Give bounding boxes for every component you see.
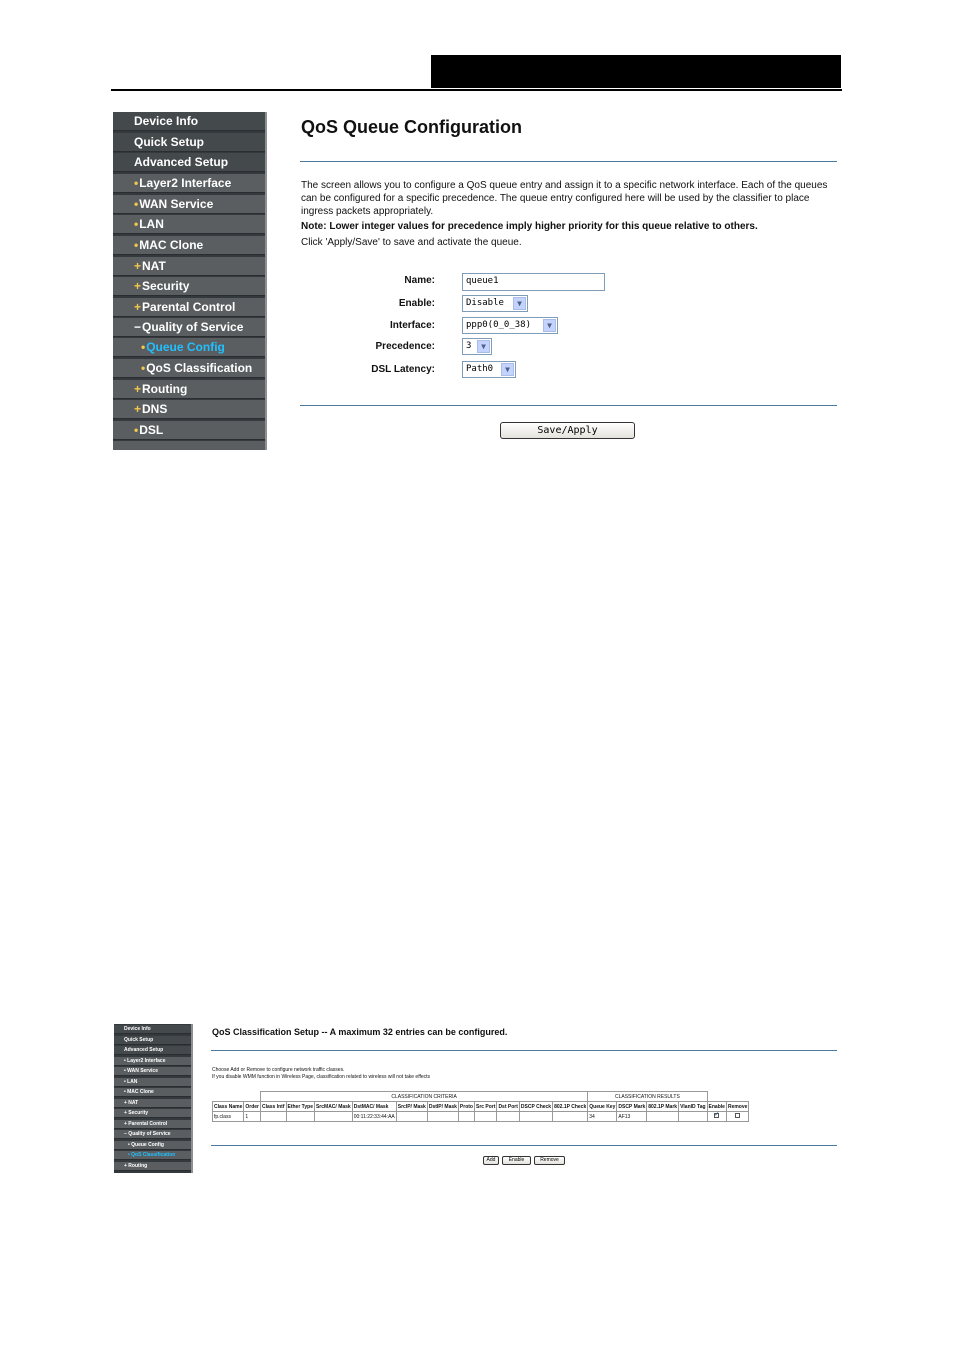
- sidebar-item-label: MAC Clone: [139, 238, 204, 252]
- bullet-icon: •: [134, 238, 139, 252]
- column-header-enable: Enable: [708, 1103, 725, 1110]
- cell-order: 1: [244, 1112, 261, 1122]
- sidebar-item-label: Parental Control: [142, 299, 236, 314]
- sidebar-item-label: NAT: [142, 258, 166, 273]
- top-divider: [211, 1050, 837, 1051]
- sidebar-item-queue-config[interactable]: [113, 338, 265, 357]
- cell-queue-key: 34: [588, 1112, 617, 1122]
- cell-dscp-mark: AF13: [617, 1112, 647, 1122]
- table-header-row: [213, 1102, 749, 1112]
- bullet-icon: •: [141, 360, 146, 375]
- precedence-note: Note: Lower integer values for precedence imply higher priority for this queue relative to others.: [301, 221, 758, 232]
- column-header-dst-port: Dst Port: [498, 1103, 518, 1110]
- dsl-latency-select-value: Path0: [466, 364, 494, 374]
- sidebar-item-wan-service[interactable]: • WAN Service: [114, 1067, 191, 1076]
- sidebar-item-layer2-interface[interactable]: [113, 174, 265, 193]
- column-header-802-1p-mark: 802.1P Mark: [648, 1103, 678, 1110]
- cell-dstmac: 00:11:22:33:44:AA: [353, 1113, 395, 1120]
- enable-select[interactable]: [462, 295, 528, 312]
- sidebar-item-quality-of-service[interactable]: − Quality of Service: [114, 1130, 191, 1139]
- sidebar-item-label: DSL: [139, 422, 164, 437]
- sidebar-item-parental-control[interactable]: [113, 298, 265, 317]
- page-title: QoS Queue Configuration: [301, 117, 522, 137]
- dsl-latency-select[interactable]: [462, 361, 516, 378]
- remove-button[interactable]: Remove: [534, 1156, 565, 1165]
- save-apply-button[interactable]: Save/Apply: [500, 422, 635, 439]
- column-header-dscp-check: DSCP Check: [520, 1103, 552, 1110]
- sidebar-item-dns[interactable]: [113, 400, 265, 419]
- sidebar-item-routing[interactable]: [113, 380, 265, 399]
- add-button[interactable]: Add: [483, 1156, 499, 1165]
- sidebar-item-queue-config[interactable]: • Queue Config: [114, 1141, 191, 1150]
- sidebar-item-security[interactable]: + Security: [114, 1109, 191, 1118]
- main-panel: [267, 112, 841, 450]
- cell-empty: [427, 1112, 458, 1122]
- bullet-icon: +: [134, 258, 142, 273]
- sidebar-item-qos-classification[interactable]: • QoS Classification: [114, 1151, 191, 1160]
- classification-panel: [193, 1024, 841, 1173]
- sidebar-item-layer2-interface[interactable]: • Layer2 Interface: [114, 1057, 191, 1066]
- sidebar-item-lan[interactable]: • LAN: [114, 1078, 191, 1087]
- column-header-802-1p-check: 802.1P Check: [554, 1103, 587, 1110]
- cell-remove: [726, 1112, 748, 1122]
- column-header-srcip-mask: SrcIP/ Mask: [397, 1103, 426, 1110]
- sidebar-item-device-info[interactable]: Device Info: [114, 1025, 191, 1034]
- enable-select-value: Disable: [466, 298, 504, 308]
- cell-empty: [519, 1112, 552, 1122]
- sidebar-item-advanced-setup[interactable]: Advanced Setup: [114, 1046, 191, 1055]
- column-header-srcmac-mask: SrcMAC/ Mask: [315, 1103, 351, 1110]
- classification-table: [212, 1091, 749, 1122]
- header-rule: [111, 89, 842, 91]
- sidebar-item-parental-control[interactable]: + Parental Control: [114, 1120, 191, 1129]
- sidebar-item-mac-clone[interactable]: [113, 236, 265, 255]
- cell-empty: [260, 1112, 286, 1122]
- name-input[interactable]: queue1: [462, 273, 605, 291]
- sidebar-item-label: Security: [142, 279, 190, 293]
- sidebar-item-label: Queue Config: [146, 340, 225, 354]
- column-header-queue-key: Queue Key: [589, 1103, 616, 1110]
- bullet-icon: •: [134, 196, 139, 211]
- table-row: [213, 1112, 749, 1122]
- criteria-group-header: CLASSIFICATION CRITERIA: [260, 1092, 587, 1102]
- enable-checkbox[interactable]: [714, 1113, 719, 1118]
- enable-label: Enable:: [398, 298, 435, 309]
- sidebar-item-quick-setup[interactable]: [113, 133, 265, 152]
- interface-select-value: ppp0(0_0_38): [466, 320, 532, 330]
- sidebar-item-label: Routing: [142, 381, 188, 396]
- sidebar-item-mac-clone[interactable]: • MAC Clone: [114, 1088, 191, 1097]
- header-black-bar: [431, 55, 841, 88]
- classification-desc-2: If you disable WMM function in Wireless Page, classification related to wireless will not take effects: [212, 1074, 431, 1080]
- sidebar-item-device-info[interactable]: [113, 112, 265, 131]
- classification-title: QoS Classification Setup -- A maximum 32 entries can be configured.: [212, 1027, 508, 1037]
- sidebar-item-dsl[interactable]: [113, 421, 265, 440]
- sidebar-item-lan[interactable]: [113, 215, 265, 234]
- bullet-icon: +: [134, 381, 142, 396]
- column-header-ether-type: Ether Type: [287, 1103, 313, 1110]
- dsl-latency-label: DSL Latency:: [371, 364, 435, 375]
- chevron-down-icon[interactable]: ▼: [543, 319, 556, 332]
- column-header-dstip-mask: DstIP/ Mask: [428, 1103, 457, 1110]
- sidebar-item-partial[interactable]: [113, 441, 265, 450]
- column-header-src-port: Src Port: [475, 1103, 496, 1110]
- sidebar-item-label: WAN Service: [139, 196, 214, 211]
- chevron-down-icon[interactable]: ▼: [513, 297, 526, 310]
- bottom-divider: [300, 405, 837, 406]
- sidebar-item-advanced-setup[interactable]: [113, 153, 265, 172]
- bullet-icon: •: [134, 422, 139, 437]
- bullet-icon: •: [134, 176, 139, 190]
- sidebar-item-quality-of-service[interactable]: [113, 318, 265, 337]
- sidebar-item-wan-service[interactable]: [113, 195, 265, 214]
- classification-desc-1: Choose Add or Remove to configure network traffic classes.: [212, 1067, 345, 1073]
- cell-empty: [679, 1112, 707, 1122]
- sidebar-item-nat[interactable]: [113, 257, 265, 276]
- column-header-remove: Remove: [727, 1103, 748, 1110]
- sidebar-nav-small: [114, 1024, 193, 1173]
- sidebar-item-routing[interactable]: + Routing: [114, 1162, 191, 1171]
- sidebar-item-label: Advanced Setup: [134, 155, 229, 169]
- enable-button[interactable]: Enable: [502, 1156, 531, 1165]
- sidebar-item-label: Quality of Service: [142, 320, 244, 334]
- sidebar-item-label: LAN: [139, 217, 164, 231]
- results-group-header: CLASSIFICATION RESULTS: [588, 1092, 707, 1102]
- sidebar-item-security[interactable]: [113, 277, 265, 296]
- sidebar-nav: [113, 112, 267, 450]
- sidebar-item-qos-classification[interactable]: [113, 359, 265, 378]
- interface-select[interactable]: [462, 317, 558, 334]
- precedence-select-value: 3: [466, 341, 472, 351]
- column-header-dstmac-mask: DstMAC/ Mask: [352, 1102, 396, 1112]
- bottom-divider: [211, 1145, 837, 1146]
- sidebar-item-label: Device Info: [134, 114, 199, 128]
- interface-label: Interface:: [389, 320, 435, 331]
- cell-empty: [286, 1112, 314, 1122]
- qos-queue-config-screenshot: [113, 112, 841, 450]
- column-header-dscp-mark: DSCP Mark: [618, 1103, 646, 1110]
- sidebar-item-label: Layer2 Interface: [139, 176, 232, 190]
- page-description: The screen allows you to configure a QoS queue entry and assign it to a specific network interface. Each of the queues can be configured for a specific precedence. The queue entry configured here will be used by the classifier to place ingress packets appropriately.: [301, 180, 828, 217]
- cell-empty: [396, 1112, 427, 1122]
- precedence-select[interactable]: [462, 338, 492, 355]
- cell-empty: [314, 1112, 352, 1122]
- precedence-label: Precedence:: [375, 341, 435, 352]
- column-header-vlanid-tag: VlanID Tag: [680, 1103, 706, 1110]
- apply-instruction: Click 'Apply/Save' to save and activate the queue.: [301, 237, 522, 248]
- bullet-icon: +: [134, 279, 142, 293]
- remove-checkbox[interactable]: [735, 1113, 740, 1118]
- column-header-class-name: Class Name: [214, 1103, 243, 1110]
- sidebar-item-label: Quick Setup: [134, 134, 205, 149]
- column-header-class-intf: Class Intf: [261, 1103, 285, 1110]
- sidebar-item-label: QoS Classification: [146, 360, 253, 375]
- sidebar-item-quick-setup[interactable]: Quick Setup: [114, 1036, 191, 1045]
- sidebar-item-label: DNS: [142, 402, 168, 416]
- cell-empty: [647, 1112, 679, 1122]
- cell-empty: [474, 1112, 496, 1122]
- cell-empty: [458, 1112, 474, 1122]
- column-header-proto: Proto: [459, 1103, 473, 1110]
- name-label: Name:: [404, 275, 435, 286]
- cell-class-name: fp.class: [213, 1112, 244, 1122]
- column-header-order: Order: [245, 1103, 259, 1110]
- bullet-icon: +: [134, 402, 142, 416]
- cell-empty: [553, 1112, 588, 1122]
- cell-enable: [707, 1112, 726, 1122]
- chevron-down-icon[interactable]: ▼: [501, 363, 514, 376]
- bullet-icon: +: [134, 299, 142, 314]
- bullet-icon: −: [134, 320, 142, 334]
- bullet-icon: •: [141, 340, 146, 354]
- qos-classification-screenshot: [114, 1024, 841, 1173]
- sidebar-item-nat[interactable]: + NAT: [114, 1099, 191, 1108]
- top-divider: [300, 161, 837, 162]
- bullet-icon: •: [134, 217, 139, 231]
- cell-empty: [497, 1112, 519, 1122]
- chevron-down-icon[interactable]: ▼: [477, 340, 490, 353]
